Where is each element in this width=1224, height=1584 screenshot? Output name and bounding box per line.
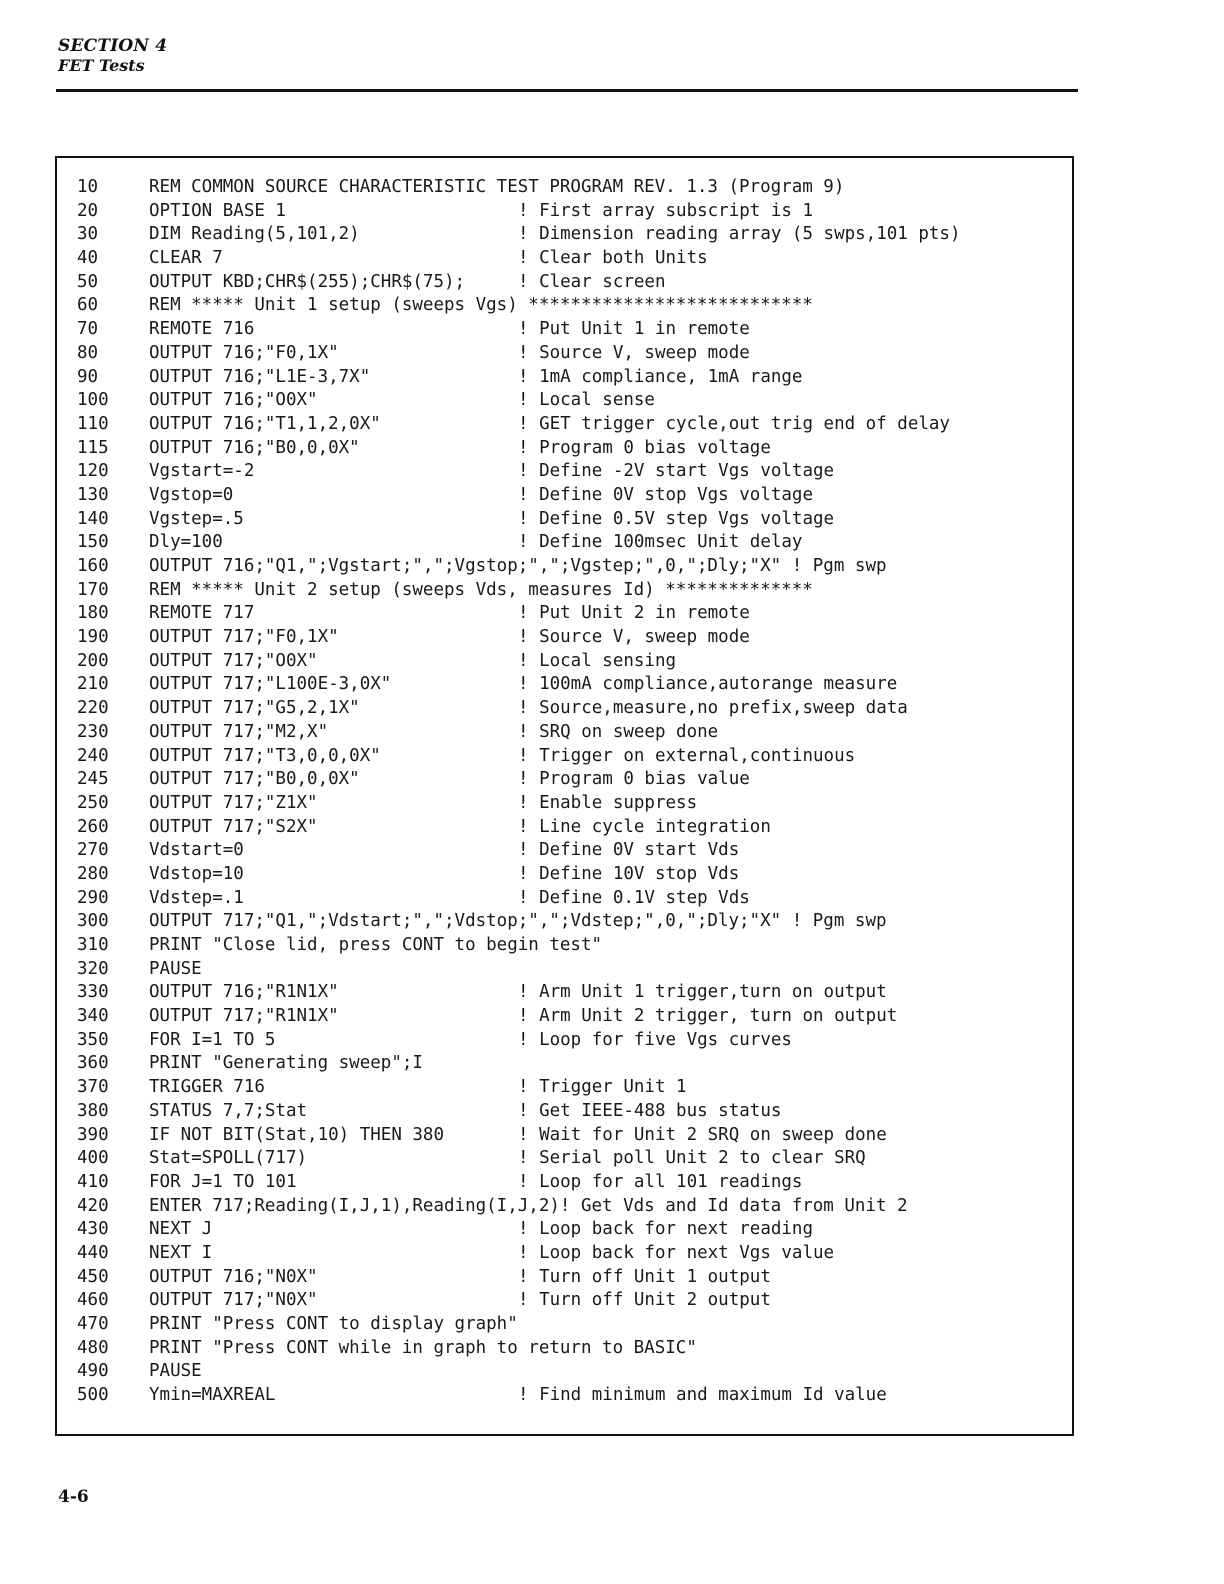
line-number: 220 [77, 698, 109, 719]
line-number: 150 [77, 532, 109, 553]
statement: PRINT "Press CONT to display graph" [149, 1314, 518, 1334]
comment: ! Local sense [518, 390, 655, 411]
line-number: 100 [77, 390, 109, 411]
statement: PRINT "Generating sweep";I [149, 1053, 423, 1074]
line-number: 230 [77, 721, 109, 742]
line-number: 170 [77, 579, 109, 600]
comment: ! Arm Unit 1 trigger,turn on output [518, 982, 887, 1003]
comment: ! Line cycle integration [518, 816, 771, 837]
line-number: 90 [77, 366, 99, 387]
line-number: 260 [77, 816, 109, 837]
statement: REMOTE 717 [149, 603, 255, 624]
line-number: 30 [77, 224, 99, 245]
line-number: 200 [77, 650, 109, 671]
section-header [58, 36, 167, 76]
comment: ! Clear screen [518, 271, 666, 292]
line-number: 480 [77, 1337, 109, 1358]
statement: OUTPUT 717;"Q1,";Vdstart;",";Vdstop;",";Vdstep;",0,";Dly;"X" ! Pgm swp [149, 911, 887, 932]
line-number: 180 [77, 603, 109, 624]
comment: ! Define 0.1V step Vds [518, 887, 750, 908]
statement: OUTPUT 716;"F0,1X" [149, 342, 339, 363]
statement: FOR I=1 TO 5 [149, 1029, 276, 1050]
line-number: 470 [77, 1314, 109, 1334]
comment: ! Serial poll Unit 2 to clear SRQ [518, 1148, 866, 1169]
comment: ! Source V, sweep mode [518, 627, 750, 648]
line-number: 70 [77, 319, 99, 340]
line-number: 250 [77, 792, 109, 813]
comment: ! Turn off Unit 1 output [518, 1266, 771, 1287]
statement: OUTPUT 717;"M2,X" [149, 721, 329, 742]
line-number: 360 [77, 1053, 109, 1074]
comment: ! Wait for Unit 2 SRQ on sweep done [518, 1124, 887, 1145]
statement: OUTPUT 717;"S2X" [149, 816, 318, 837]
comment: ! Define 100msec Unit delay [518, 532, 803, 553]
statement: Stat=SPOLL(717) [149, 1148, 308, 1169]
statement: REMOTE 716 [149, 319, 255, 340]
line-number: 80 [77, 342, 99, 363]
line-number: 280 [77, 863, 109, 884]
comment: ! Loop for five Vgs curves [518, 1029, 792, 1050]
comment: ! Put Unit 2 in remote [518, 603, 750, 624]
comment: ! Get IEEE-488 bus status [518, 1100, 782, 1121]
line-number: 210 [77, 674, 109, 695]
comment: ! Clear both Units [518, 248, 708, 269]
line-number: 140 [77, 508, 109, 529]
statement: OUTPUT 717;"T3,0,0,0X" [149, 745, 381, 766]
statement: OUTPUT 716;"N0X" [149, 1266, 318, 1287]
line-number: 300 [77, 911, 109, 932]
comment: ! Arm Unit 2 trigger, turn on output [518, 1006, 898, 1027]
statement: Vdstep=.1 [149, 887, 244, 908]
statement: Vgstep=.5 [149, 508, 244, 529]
statement: OUTPUT 717;"O0X" [149, 650, 318, 671]
comment: ! Source,measure,no prefix,sweep data [518, 698, 908, 719]
line-number: 270 [77, 840, 109, 861]
statement: Vgstop=0 [149, 484, 234, 505]
line-number: 500 [77, 1385, 109, 1406]
line-number: 110 [77, 413, 109, 434]
section-title: SECTION 4 [58, 36, 168, 56]
page-number: 4-6 [58, 1487, 89, 1507]
comment: ! Program 0 bias value [518, 769, 750, 790]
comment: ! Turn off Unit 2 output [518, 1290, 771, 1311]
comment: ! Loop back for next reading [518, 1219, 814, 1240]
statement: PRINT "Close lid, press CONT to begin test" [149, 935, 603, 955]
line-number: 20 [77, 200, 99, 221]
comment: ! Enable suppress [518, 792, 698, 813]
statement: ENTER 717;Reading(I,J,1),Reading(I,J,2)! Get Vds and Id data from Unit 2 [149, 1195, 908, 1216]
line-number: 115 [77, 437, 109, 458]
statement: PRINT "Press CONT while in graph to return to BASIC" [149, 1337, 697, 1358]
comment: ! Local sensing [518, 650, 677, 671]
comment: ! Trigger on external,continuous [518, 745, 856, 766]
line-number: 340 [77, 1006, 109, 1027]
comment: ! Program 0 bias voltage [518, 437, 771, 458]
statement: OUTPUT 717;"L100E-3,0X" [149, 674, 392, 695]
statement: OUTPUT 717;"Z1X" [149, 792, 318, 813]
statement: STATUS 7,7;Stat [149, 1100, 308, 1121]
line-number: 310 [77, 935, 109, 955]
line-number: 290 [77, 887, 109, 908]
line-number: 130 [77, 484, 109, 505]
line-number: 380 [77, 1100, 109, 1121]
line-number: 440 [77, 1242, 109, 1263]
line-number: 245 [77, 769, 109, 790]
line-number: 350 [77, 1029, 109, 1050]
comment: ! Define 0V stop Vgs voltage [518, 484, 814, 505]
comment: ! Define 10V stop Vds [518, 863, 740, 884]
line-number: 400 [77, 1148, 109, 1169]
header-rule [56, 89, 1078, 92]
line-number: 460 [77, 1290, 109, 1311]
line-number: 430 [77, 1219, 109, 1240]
statement: TRIGGER 716 [149, 1077, 265, 1098]
comment: ! Define -2V start Vgs voltage [518, 461, 835, 482]
comment: ! Find minimum and maximum Id value [518, 1385, 887, 1406]
comment: ! Source V, sweep mode [518, 342, 750, 363]
comment: ! SRQ on sweep done [518, 721, 719, 742]
line-number: 40 [77, 248, 99, 269]
statement: OUTPUT 717;"N0X" [149, 1290, 318, 1311]
line-number: 120 [77, 461, 109, 482]
line-number: 50 [77, 271, 99, 292]
statement: OPTION BASE 1 [149, 200, 286, 221]
statement: DIM Reading(5,101,2) [149, 224, 360, 245]
line-number: 160 [77, 556, 109, 576]
line-number: 10 [77, 177, 99, 197]
line-number: 320 [77, 958, 109, 979]
statement: IF NOT BIT(Stat,10) THEN 380 [149, 1124, 445, 1145]
statement: Ymin=MAXREAL [149, 1385, 276, 1406]
statement: OUTPUT 716;"B0,0,0X" [149, 437, 360, 458]
statement: PAUSE [149, 1361, 202, 1382]
statement: REM ***** Unit 1 setup (sweeps Vgs) *************************** [149, 295, 813, 316]
line-number: 240 [77, 745, 109, 766]
program-listing-box [55, 156, 1074, 1436]
statement: CLEAR 7 [149, 248, 223, 269]
line-number: 410 [77, 1171, 109, 1192]
comment: ! First array subscript is 1 [518, 200, 814, 221]
statement: OUTPUT 717;"G5,2,1X" [149, 698, 360, 719]
comment: ! Loop for all 101 readings [518, 1171, 803, 1192]
statement: OUTPUT 716;"Q1,";Vgstart;",";Vgstop;",";Vgstep;",0,";Dly;"X" ! Pgm swp [149, 556, 887, 576]
comment: ! Define 0V start Vds [518, 840, 740, 861]
statement: OUTPUT 717;"R1N1X" [149, 1006, 339, 1027]
statement: PAUSE [149, 958, 202, 979]
statement: OUTPUT 717;"F0,1X" [149, 627, 339, 648]
line-number: 370 [77, 1077, 109, 1098]
line-number: 420 [77, 1195, 109, 1216]
statement: OUTPUT 716;"R1N1X" [149, 982, 339, 1003]
line-number: 190 [77, 627, 109, 648]
statement: FOR J=1 TO 101 [149, 1171, 297, 1192]
statement: OUTPUT 716;"T1,1,2,0X" [149, 413, 381, 434]
comment: ! Trigger Unit 1 [518, 1077, 687, 1098]
line-number: 490 [77, 1361, 109, 1382]
line-number: 60 [77, 295, 99, 316]
line-number: 450 [77, 1266, 109, 1287]
statement: OUTPUT KBD;CHR$(255);CHR$(75); [149, 271, 466, 292]
statement: REM ***** Unit 2 setup (sweeps Vds, measures Id) ************** [149, 579, 813, 600]
statement: Vdstart=0 [149, 840, 244, 861]
comment: ! Define 0.5V step Vgs voltage [518, 508, 835, 529]
comment: ! 100mA compliance,autorange measure [518, 674, 898, 695]
comment: ! Put Unit 1 in remote [518, 319, 750, 340]
statement: NEXT I [149, 1242, 213, 1263]
line-number: 330 [77, 982, 109, 1003]
comment: ! 1mA compliance, 1mA range [518, 366, 803, 387]
statement: Dly=100 [149, 532, 223, 553]
statement: OUTPUT 716;"O0X" [149, 390, 318, 411]
statement: Vgstart=-2 [149, 461, 255, 482]
comment: ! Loop back for next Vgs value [518, 1242, 835, 1263]
statement: Vdstop=10 [149, 863, 244, 884]
statement: REM COMMON SOURCE CHARACTERISTIC TEST PROGRAM REV. 1.3 (Program 9) [149, 177, 845, 197]
comment: ! GET trigger cycle,out trig end of delay [518, 413, 950, 434]
statement: OUTPUT 717;"B0,0,0X" [149, 769, 360, 790]
comment: ! Dimension reading array (5 swps,101 pts) [518, 224, 961, 245]
statement: OUTPUT 716;"L1E-3,7X" [149, 366, 371, 387]
statement: NEXT J [149, 1219, 213, 1240]
line-number: 390 [77, 1124, 109, 1145]
section-subtitle: FET Tests [58, 56, 145, 75]
